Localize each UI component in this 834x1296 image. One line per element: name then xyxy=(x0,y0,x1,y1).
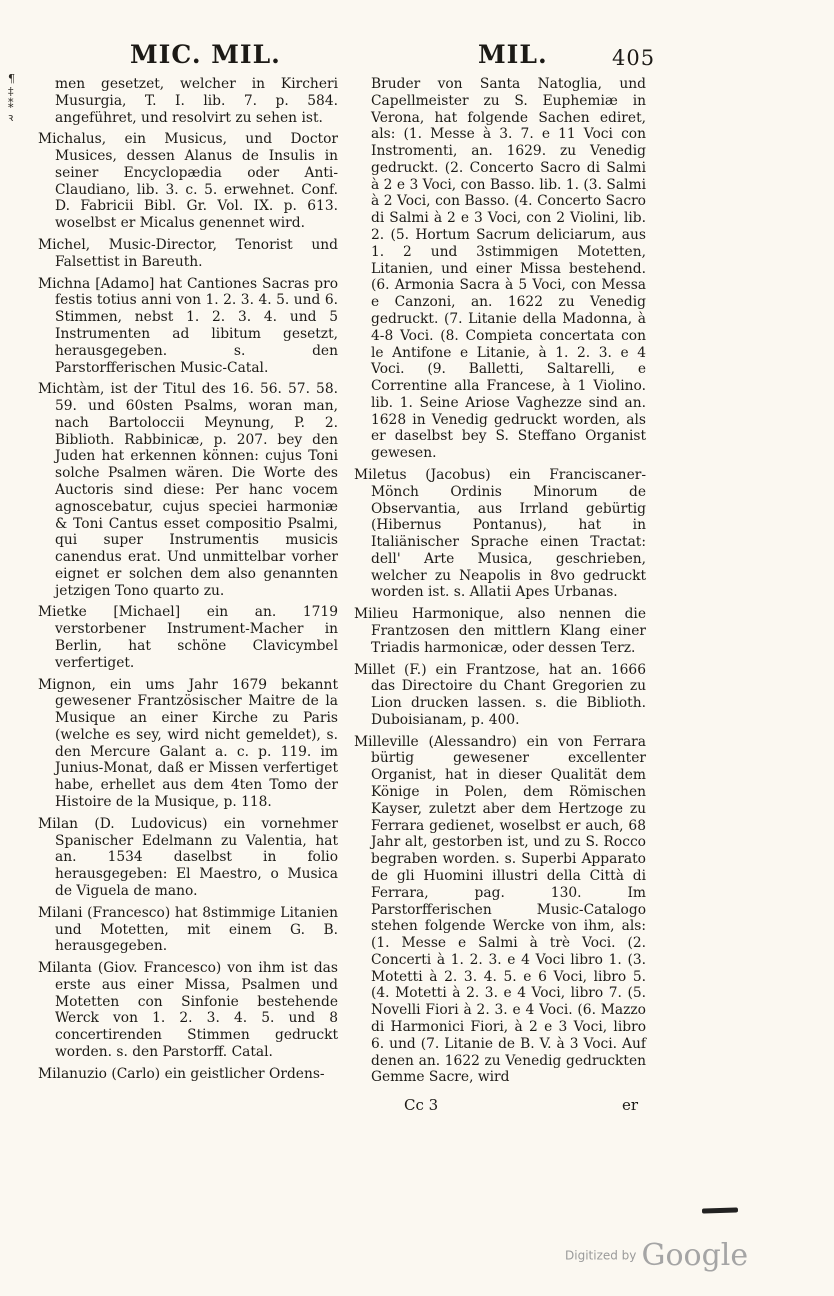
dictionary-entry: Michalus, ein Musicus, und Doctor Musices, dessen Alanus de Insulis in seiner Encyclopædia oder Anti-Claudiano, lib. 3. c. 5. erwehnet. Conf. D. Fabricii Bibl. Gr. Vol. IX. p. 613. woselbst er Micalus genennet wird. xyxy=(38,131,338,232)
dictionary-entry: Michel, Music-Director, Tenorist und Falsettist in Bareuth. xyxy=(38,237,338,270)
google-logo-icon: Google xyxy=(641,1238,749,1273)
google-watermark xyxy=(565,1238,748,1273)
dictionary-entry: Michna [Adamo] hat Cantiones Sacras pro festis totius anni von 1. 2. 3. 4. 5. und 6. Stimmen, nebst 1. 2. 3. 4. und 5 Instrumenten ad libitum gesetzt, herausgegeben. s. den Parstorfferischen Music-Catal. xyxy=(38,275,338,376)
catchword: er xyxy=(622,1096,639,1114)
dictionary-entry: men gesetzet, welcher in Kircheri Musurgia, T. I. lib. 7. p. 584. angeführet, und resolvirt zu sehen ist. xyxy=(55,76,338,126)
dictionary-entry: Mignon, ein ums Jahr 1679 bekannt gewesener Frantzösischer Maitre de la Musique an einer Kirche zu Paris (welche es sey, wird nicht gemeldet), s. den Mercure Galant a. c. p. 119. im Junius-Monat, daß er Missen verfertiget habe, erhellet aus dem 4ten Tomo der Histoire de la Musique, p. 118. xyxy=(38,676,338,811)
page-number: 405 xyxy=(612,46,656,70)
dictionary-entry: Millet (F.) ein Frantzose, hat an. 1666 das Directoire du Chant Gregorien zu Lion drucken lassen. s. die Biblioth. Duboisianam, p. 400. xyxy=(354,661,646,728)
signature-mark: Cc 3 xyxy=(404,1096,439,1114)
dictionary-entry: Miletus (Jacobus) ein Franciscaner-Mönch Ordinis Minorum de Observantia, aus Irrland gebürtig (Hibernus Pontanus), hat in Italiänischer Sprache einen Tractat: dell' Arte Musica, geschrieben, welcher zu Neapolis in 8vo gedruckt worden ist. s. Allatii Apes Urbanas. xyxy=(354,466,646,601)
dictionary-entry: Milanta (Giov. Francesco) von ihm ist das erste aus einer Missa, Psalmen und Motetten con Sinfonie bestehende Werck von 1. 2. 3. 4. 5. und 8 concertirenden Stimmen gedruckt worden. s. den Parstorff. Catal. xyxy=(38,960,338,1060)
dictionary-entry: Milleville (Alessandro) ein von Ferrara bürtig gewesener excellenter Organist, hat in dieser Qualität dem Könige in Polen, dem Römischen Kayser, zuletzt aber dem Hertzoge zu Ferrara gedienet, woselbst er auch, 68 Jahr alt, gestorben ist, und zu S. Rocco begraben worden. s. Superbi Apparato de gli Huomini illustri della Città di Ferrara, pag. 130. Im Parstorfferischen Music-Catalogo stehen folgende Wercke von ihm, als: (1. Messe e Salmi à trè Voci. (2. Concerti à 1. 2. 3. e 4 Voci libro 1. (3. Motetti à 2. 3. 4. 5. e 6 Voci, libro 5. (4. Motetti à 2. 3. e 4 Voci, libro 7. (5. Novelli Fiori à 2. 3. e 4 Voci. (6. Mazzo di Harmonici Fiori, à 2 e 3 Voci, libro 6. und (7. Litanie de B. V. à 3 Voci. Auf denen an. 1622 zu Venedig gedruckten Gemme Sacre, wird xyxy=(354,733,646,1086)
dictionary-entry: Mietke [Michael] ein an. 1719 verstorbener Instrument-Macher in Berlin, hat schöne Clavicymbel verfertiget. xyxy=(38,604,338,671)
watermark-prefix: Digitized by xyxy=(565,1248,637,1263)
dictionary-entry: Bruder von Santa Natoglia, und Capellmeister zu S. Euphemiæ in Verona, hat folgende Sachen ediret, als: (1. Messe à 3. 7. e 11 Voci con Instromenti, an. 1629. zu Venedig gedruckt. (2. Concerto Sacro di Salmi à 2 e 3 Voci, con Basso. lib. 1. (3. Salmi à 2 Voci, con Basso. (4. Concerto Sacro di Salmi à 2 e 3 Voci, con 2 Violini, lib. 2. (5. Hortum Sacrum deliciarum, aus 1. 2 und 3stimmigen Motetten, Litanien, und einer Missa bestehend. (6. Armonia Sacra à 5 Voci, con Messa e Canzoni, an. 1622 zu Venedig gedruckt. (7. Litanie della Madonna, à 4-8 Voci. (8. Compieta concertata con le Antifone e Litanie, à 1. 2. 3. e 4 Voci. (9. Balletti, Saltarelli, e Correntine alla Francese, à 1 Violino. lib. 1. Seine Ariose Vaghezze sind an. 1628 in Venedig gedruckt worden, als er daselbst bey S. Steffano Organist gewesen. xyxy=(371,76,646,462)
ink-smudge xyxy=(702,1207,738,1213)
dictionary-entry: Milieu Harmonique, also nennen die Frantzosen den mittlern Klang einer Triadis harmonicæ, oder dessen Terz. xyxy=(354,606,646,656)
running-head-left: MIC. MIL. xyxy=(130,40,281,69)
margin-mark: ‡ xyxy=(8,85,14,98)
margin-mark: ⁑ xyxy=(8,98,14,111)
margin-mark: ¶ xyxy=(8,72,15,85)
margin-mark: ꝛ xyxy=(8,111,14,124)
dictionary-entry: Milan (D. Ludovicus) ein vornehmer Spanischer Edelmann zu Valentia, hat an. 1534 daselbst in folio herausgegeben: El Maestro, o Musica de Viguela de mano. xyxy=(38,815,338,899)
dictionary-entry: Milanuzio (Carlo) ein geistlicher Ordens- xyxy=(38,1065,325,1082)
margin-marks xyxy=(8,72,30,124)
running-head-right: MIL. xyxy=(478,40,548,69)
right-column xyxy=(354,76,646,1088)
dictionary-entry: Milani (Francesco) hat 8stimmige Litanien und Motetten, mit einem G. B. herausgegeben. xyxy=(38,904,338,955)
dictionary-entry: Michtàm, ist der Titul des 16. 56. 57. 58. 59. und 60sten Psalms, woran man, nach Bartoloccii Meynung, P. 2. Biblioth. Rabbinicæ, p. 207. bey den Juden hat erkennen können: cujus Toni solche Psalmen wären. Die Worte des Auctoris sind diese: Per hanc vocem agnoscebatur, cujus speciei harmoniæ & Toni Cantus esset compositio Psalmi, qui super Instrumentis musicis canendus erat. Und unmittelbar vorher eignet er solchen dem also genannten jetzigen Tono quarto zu. xyxy=(38,381,338,599)
left-column xyxy=(38,76,338,1085)
